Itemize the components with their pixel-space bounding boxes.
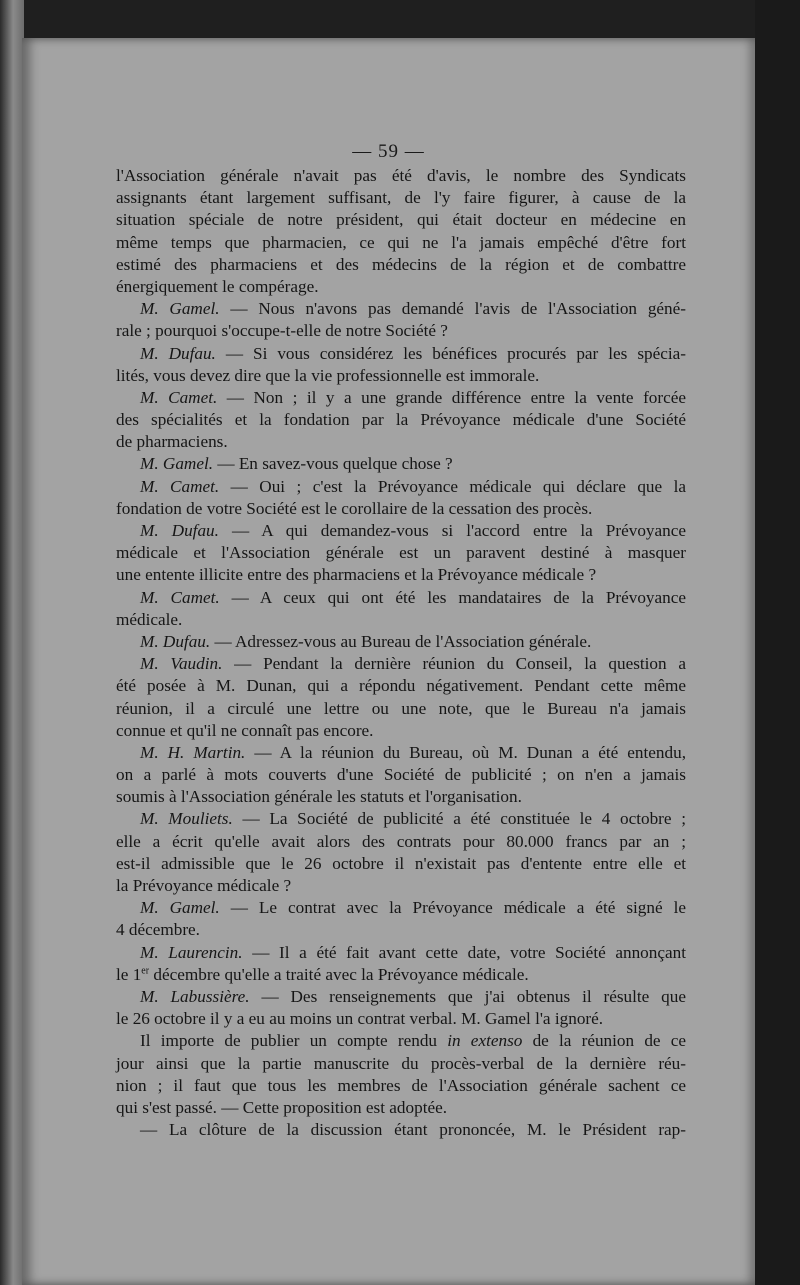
speaker-line — [116, 476, 686, 498]
speaker-name: M. Dufau. — [140, 343, 216, 363]
text-line — [116, 875, 686, 897]
line-text: une entente illicite entre des pharmaciens et la Prévoyance médicale ? — [116, 565, 597, 585]
line-text: — En savez-vous quelque chose ? — [213, 454, 453, 474]
page-number: — 59 — — [352, 141, 425, 162]
text-line — [116, 1030, 686, 1052]
speaker-name: M. Camet. — [140, 387, 218, 407]
text-line — [116, 964, 686, 986]
line-text-continued: de la réunion de ce — [522, 1031, 687, 1051]
text-line — [116, 209, 686, 231]
speaker-line — [116, 520, 686, 542]
speaker-name: M. Laurencin. — [140, 942, 243, 962]
speaker-line — [116, 453, 686, 475]
line-text: — Pendant la dernière réunion du Conseil, la question a — [222, 654, 687, 674]
line-text: — Non ; il y a une grande différence entre la vente forcée — [217, 387, 686, 407]
text-line — [116, 675, 686, 697]
line-text: fondation de votre Société est le corollaire de la cessation des procès. — [116, 498, 593, 518]
speaker-name: M. Dufau. — [140, 521, 219, 540]
line-text: de pharmaciens. — [116, 432, 228, 452]
speaker-line — [116, 587, 686, 609]
speaker-name: M. Gamel. — [140, 454, 214, 474]
text-line — [116, 919, 686, 941]
line-text: — La clôture de la discussion étant prononcée, M. le Président rap- — [140, 1120, 686, 1140]
line-text: connue et qu'il ne connaît pas encore. — [116, 720, 374, 740]
line-text: — Le contrat avec la Prévoyance médicale a été signé le — [219, 898, 686, 918]
line-text: médicale et l'Association générale est un paravent destiné à masquer — [116, 543, 686, 563]
speaker-name: M. Labussière. — [140, 986, 250, 1006]
line-text: situation spéciale de notre président, qui était docteur en médecine en — [116, 210, 686, 230]
text-line — [116, 764, 686, 786]
speaker-name: M. Camet. — [140, 587, 220, 607]
line-text: on a parlé à mots couverts d'une Société de publicité ; on n'en a jamais — [116, 765, 686, 785]
line-text: — Si vous considérez les bénéfices procurés par les spécia- — [215, 343, 686, 363]
speaker-name: M. Gamel. — [140, 898, 220, 918]
line-text: l'Association générale n'avait pas été d'avis, le nombre des Syndicats — [116, 166, 686, 185]
line-text: — A qui demandez-vous si l'accord entre la Prévoyance — [218, 521, 686, 540]
line-text: même temps que pharmacien, ce qui ne l'a jamais empêché d'être fort — [116, 232, 686, 252]
speaker-line — [116, 653, 686, 675]
speaker-name: M. Dufau. — [140, 631, 211, 651]
line-text: — Il a été fait avant cette date, votre Société annonçant — [242, 942, 686, 962]
text-line — [116, 232, 686, 254]
text-line — [116, 1097, 686, 1119]
text-line — [116, 831, 686, 853]
speaker-line — [116, 343, 686, 365]
text-line — [116, 786, 686, 808]
speaker-name: M. Vaudin. — [140, 654, 223, 674]
text-line — [116, 498, 686, 520]
line-text: le 26 octobre il y a eu au moins un contrat verbal. M. Gamel l'a ignoré. — [116, 1009, 604, 1029]
italic-phrase: in extenso — [447, 1031, 523, 1051]
line-text: soumis à l'Association générale les statuts et l'organisation. — [116, 787, 522, 807]
scan-background — [755, 0, 800, 1285]
line-text: la Prévoyance médicale ? — [116, 876, 292, 895]
line-text: — Nous n'avons pas demandé l'avis de l'Association géné- — [219, 299, 687, 319]
text-line — [116, 365, 686, 387]
speaker-line — [116, 808, 686, 830]
text-line — [116, 698, 686, 720]
line-text: médicale. — [116, 609, 183, 629]
speaker-line — [116, 986, 686, 1008]
text-line — [116, 720, 686, 742]
speaker-name: M. H. Martin. — [140, 742, 246, 762]
body-text — [116, 165, 686, 1141]
line-text: elle a écrit qu'elle avait alors des contrats pour 80.000 francs par an ; — [116, 831, 686, 851]
text-line — [116, 254, 686, 276]
speaker-line — [116, 631, 686, 653]
line-text: qui s'est passé. — Cette proposition est adoptée. — [116, 1097, 448, 1117]
text-line — [116, 542, 686, 564]
text-line — [116, 431, 686, 453]
line-text: Il importe de publier un compte rendu — [140, 1031, 448, 1051]
line-text: des spécialités et la fondation par la Prévoyance médicale d'une Société — [116, 410, 686, 430]
line-text: 4 décembre. — [116, 920, 200, 940]
line-text: jour ainsi que la partie manuscrite du procès-verbal de la dernière réu- — [116, 1053, 686, 1073]
line-text: estimé des pharmaciens et des médecins de la région et de combattre — [116, 254, 686, 274]
text-line — [116, 276, 686, 298]
speaker-name: M. Camet. — [140, 476, 220, 496]
line-text: rale ; pourquoi s'occupe-t-elle de notre Société ? — [116, 321, 448, 341]
line-text: nion ; il faut que tous les membres de l'Association générale sachent ce — [116, 1075, 686, 1095]
speaker-line — [116, 387, 686, 409]
speaker-name: M. Mouliets. — [140, 809, 233, 829]
text-line — [116, 564, 686, 586]
line-text-continued: décembre qu'elle a traité avec la Prévoyance médicale. — [149, 964, 529, 984]
line-text: assignants étant largement suffisant, de l'y faire figurer, à cause de la — [116, 188, 686, 208]
speaker-line — [116, 742, 686, 764]
text-line — [116, 165, 686, 187]
line-text: — Oui ; c'est la Prévoyance médicale qui déclare que la — [219, 476, 686, 496]
superscript: er — [141, 965, 150, 977]
document-page — [22, 38, 755, 1285]
line-text: le 1 — [116, 964, 142, 984]
speaker-line — [116, 298, 686, 320]
speaker-line — [116, 942, 686, 964]
text-line — [116, 1119, 686, 1141]
text-line — [116, 187, 686, 209]
line-text: — A ceux qui ont été les mandataires de la Prévoyance — [219, 587, 686, 607]
line-text: — Adressez-vous au Bureau de l'Association générale. — [210, 631, 592, 651]
text-line — [116, 609, 686, 631]
text-line — [116, 853, 686, 875]
text-line — [116, 1075, 686, 1097]
line-text: énergiquement le compérage. — [116, 276, 319, 296]
line-text: réunion, il a circulé une lettre ou une note, que le Bureau n'a jamais — [116, 698, 686, 718]
line-text: été posée à M. Dunan, qui a répondu négativement. Pendant cette même — [116, 676, 686, 696]
line-text: — Des renseignements que j'ai obtenus il résulte que — [249, 986, 686, 1006]
line-text: — La Société de publicité a été constituée le 4 octobre ; — [232, 809, 687, 829]
text-line — [116, 1008, 686, 1030]
line-text: est-il admissible que le 26 octobre il n'existait pas d'entente entre elle et — [116, 853, 686, 873]
speaker-line — [116, 897, 686, 919]
text-line — [116, 409, 686, 431]
speaker-name: M. Gamel. — [140, 299, 220, 319]
line-text: lités, vous devez dire que la vie professionnelle est immorale. — [116, 365, 540, 385]
text-line — [116, 320, 686, 342]
adjacent-page-edge — [0, 0, 24, 1285]
line-text: — A la réunion du Bureau, où M. Dunan a été entendu, — [245, 742, 686, 762]
text-line — [116, 1053, 686, 1075]
